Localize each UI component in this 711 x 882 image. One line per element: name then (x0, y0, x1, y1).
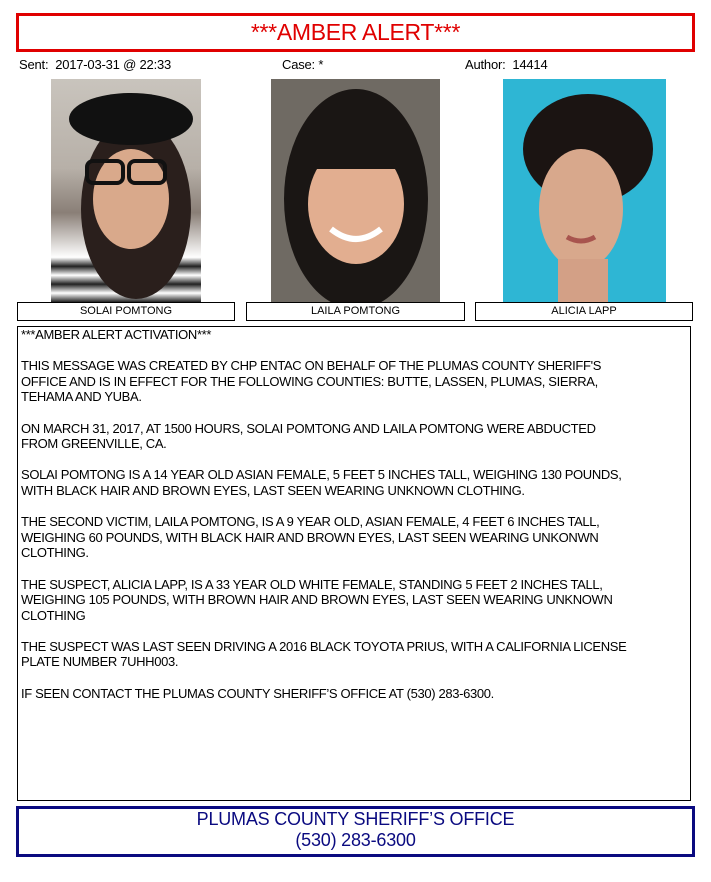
message-line: TEHAMA AND YUBA. (21, 389, 142, 405)
sent-value: 2017-03-31 @ 22:33 (55, 57, 172, 72)
message-line (21, 452, 687, 468)
photo-laila-pomtong (271, 79, 440, 302)
message-line (21, 561, 687, 577)
alert-title-box (16, 13, 695, 52)
author-value: 14414 (512, 57, 548, 72)
message-line: ***AMBER ALERT ACTIVATION*** (21, 327, 212, 342)
message-line: WEIGHING 105 POUNDS, WITH BROWN HAIR AND BROWN EYES, LAST SEEN WEARING UNKNOWN (21, 592, 613, 608)
message-line: SOLAI POMTONG IS A 14 YEAR OLD ASIAN FEMALE, 5 FEET 5 INCHES TALL, WEIGHING 130 POUNDS, (21, 467, 622, 483)
message-line: THIS MESSAGE WAS CREATED BY CHP ENTAC ON BEHALF OF THE PLUMAS COUNTY SHERIFF'S (21, 358, 602, 374)
message-line (21, 623, 687, 639)
case-value: * (318, 57, 324, 72)
person-silhouette-icon (503, 79, 666, 302)
agency-name: PLUMAS COUNTY SHERIFF’S OFFICE (196, 809, 515, 829)
message-line: CLOTHING (21, 607, 86, 623)
person-silhouette-icon (51, 79, 201, 302)
message-line (21, 499, 687, 515)
message-line (21, 670, 687, 686)
message-line: WEIGHING 60 POUNDS, WITH BLACK HAIR AND BROWN EYES, LAST SEEN WEARING UNKONWN (21, 529, 599, 545)
alert-title: ***AMBER ALERT*** (250, 19, 461, 45)
message-line: PLATE NUMBER 7UHH003. (21, 654, 179, 670)
message-line: THE SUSPECT WAS LAST SEEN DRIVING A 2016 BLACK TOYOTA PRIUS, WITH A CALIFORNIA LICENSE (21, 638, 627, 654)
footer-contact (16, 806, 695, 857)
author-label: Author: (465, 57, 506, 72)
message-line: THE SECOND VICTIM, LAILA POMTONG, IS A 9 YEAR OLD, ASIAN FEMALE, 4 FEET 6 INCHES TALL, (21, 514, 600, 530)
message-line: CLOTHING. (21, 545, 89, 561)
message-line (21, 405, 687, 421)
message-line: FROM GREENVILLE, CA. (21, 436, 167, 452)
case-label: Case: (282, 57, 315, 72)
name-label-solai: SOLAI POMTONG (17, 302, 235, 321)
name-label-laila: LAILA POMTONG (246, 302, 465, 321)
message-line: IF SEEN CONTACT THE PLUMAS COUNTY SHERIFF’S OFFICE AT (530) 283-6300. (21, 685, 494, 701)
message-line (21, 343, 687, 359)
person-silhouette-icon (271, 79, 440, 302)
alert-message (17, 326, 691, 801)
sent-label: Sent: (19, 57, 49, 72)
photo-alicia-lapp (503, 79, 666, 302)
message-line: ON MARCH 31, 2017, AT 1500 HOURS, SOLAI POMTONG AND LAILA POMTONG WERE ABDUCTED (21, 420, 596, 436)
name-label-alicia: ALICIA LAPP (475, 302, 693, 321)
photo-solai-pomtong (51, 79, 201, 302)
message-line: OFFICE AND IS IN EFFECT FOR THE FOLLOWING COUNTIES: BUTTE, LASSEN, PLUMAS, SIERRA, (21, 373, 598, 389)
case-info (282, 57, 323, 72)
agency-phone: (530) 283-6300 (295, 830, 416, 850)
message-line: THE SUSPECT, ALICIA LAPP, IS A 33 YEAR OLD WHITE FEMALE, STANDING 5 FEET 2 INCHES TALL, (21, 576, 603, 592)
author-info (465, 57, 548, 72)
sent-info (19, 57, 171, 72)
message-line: WITH BLACK HAIR AND BROWN EYES, LAST SEEN WEARING UNKNOWN CLOTHING. (21, 482, 525, 498)
